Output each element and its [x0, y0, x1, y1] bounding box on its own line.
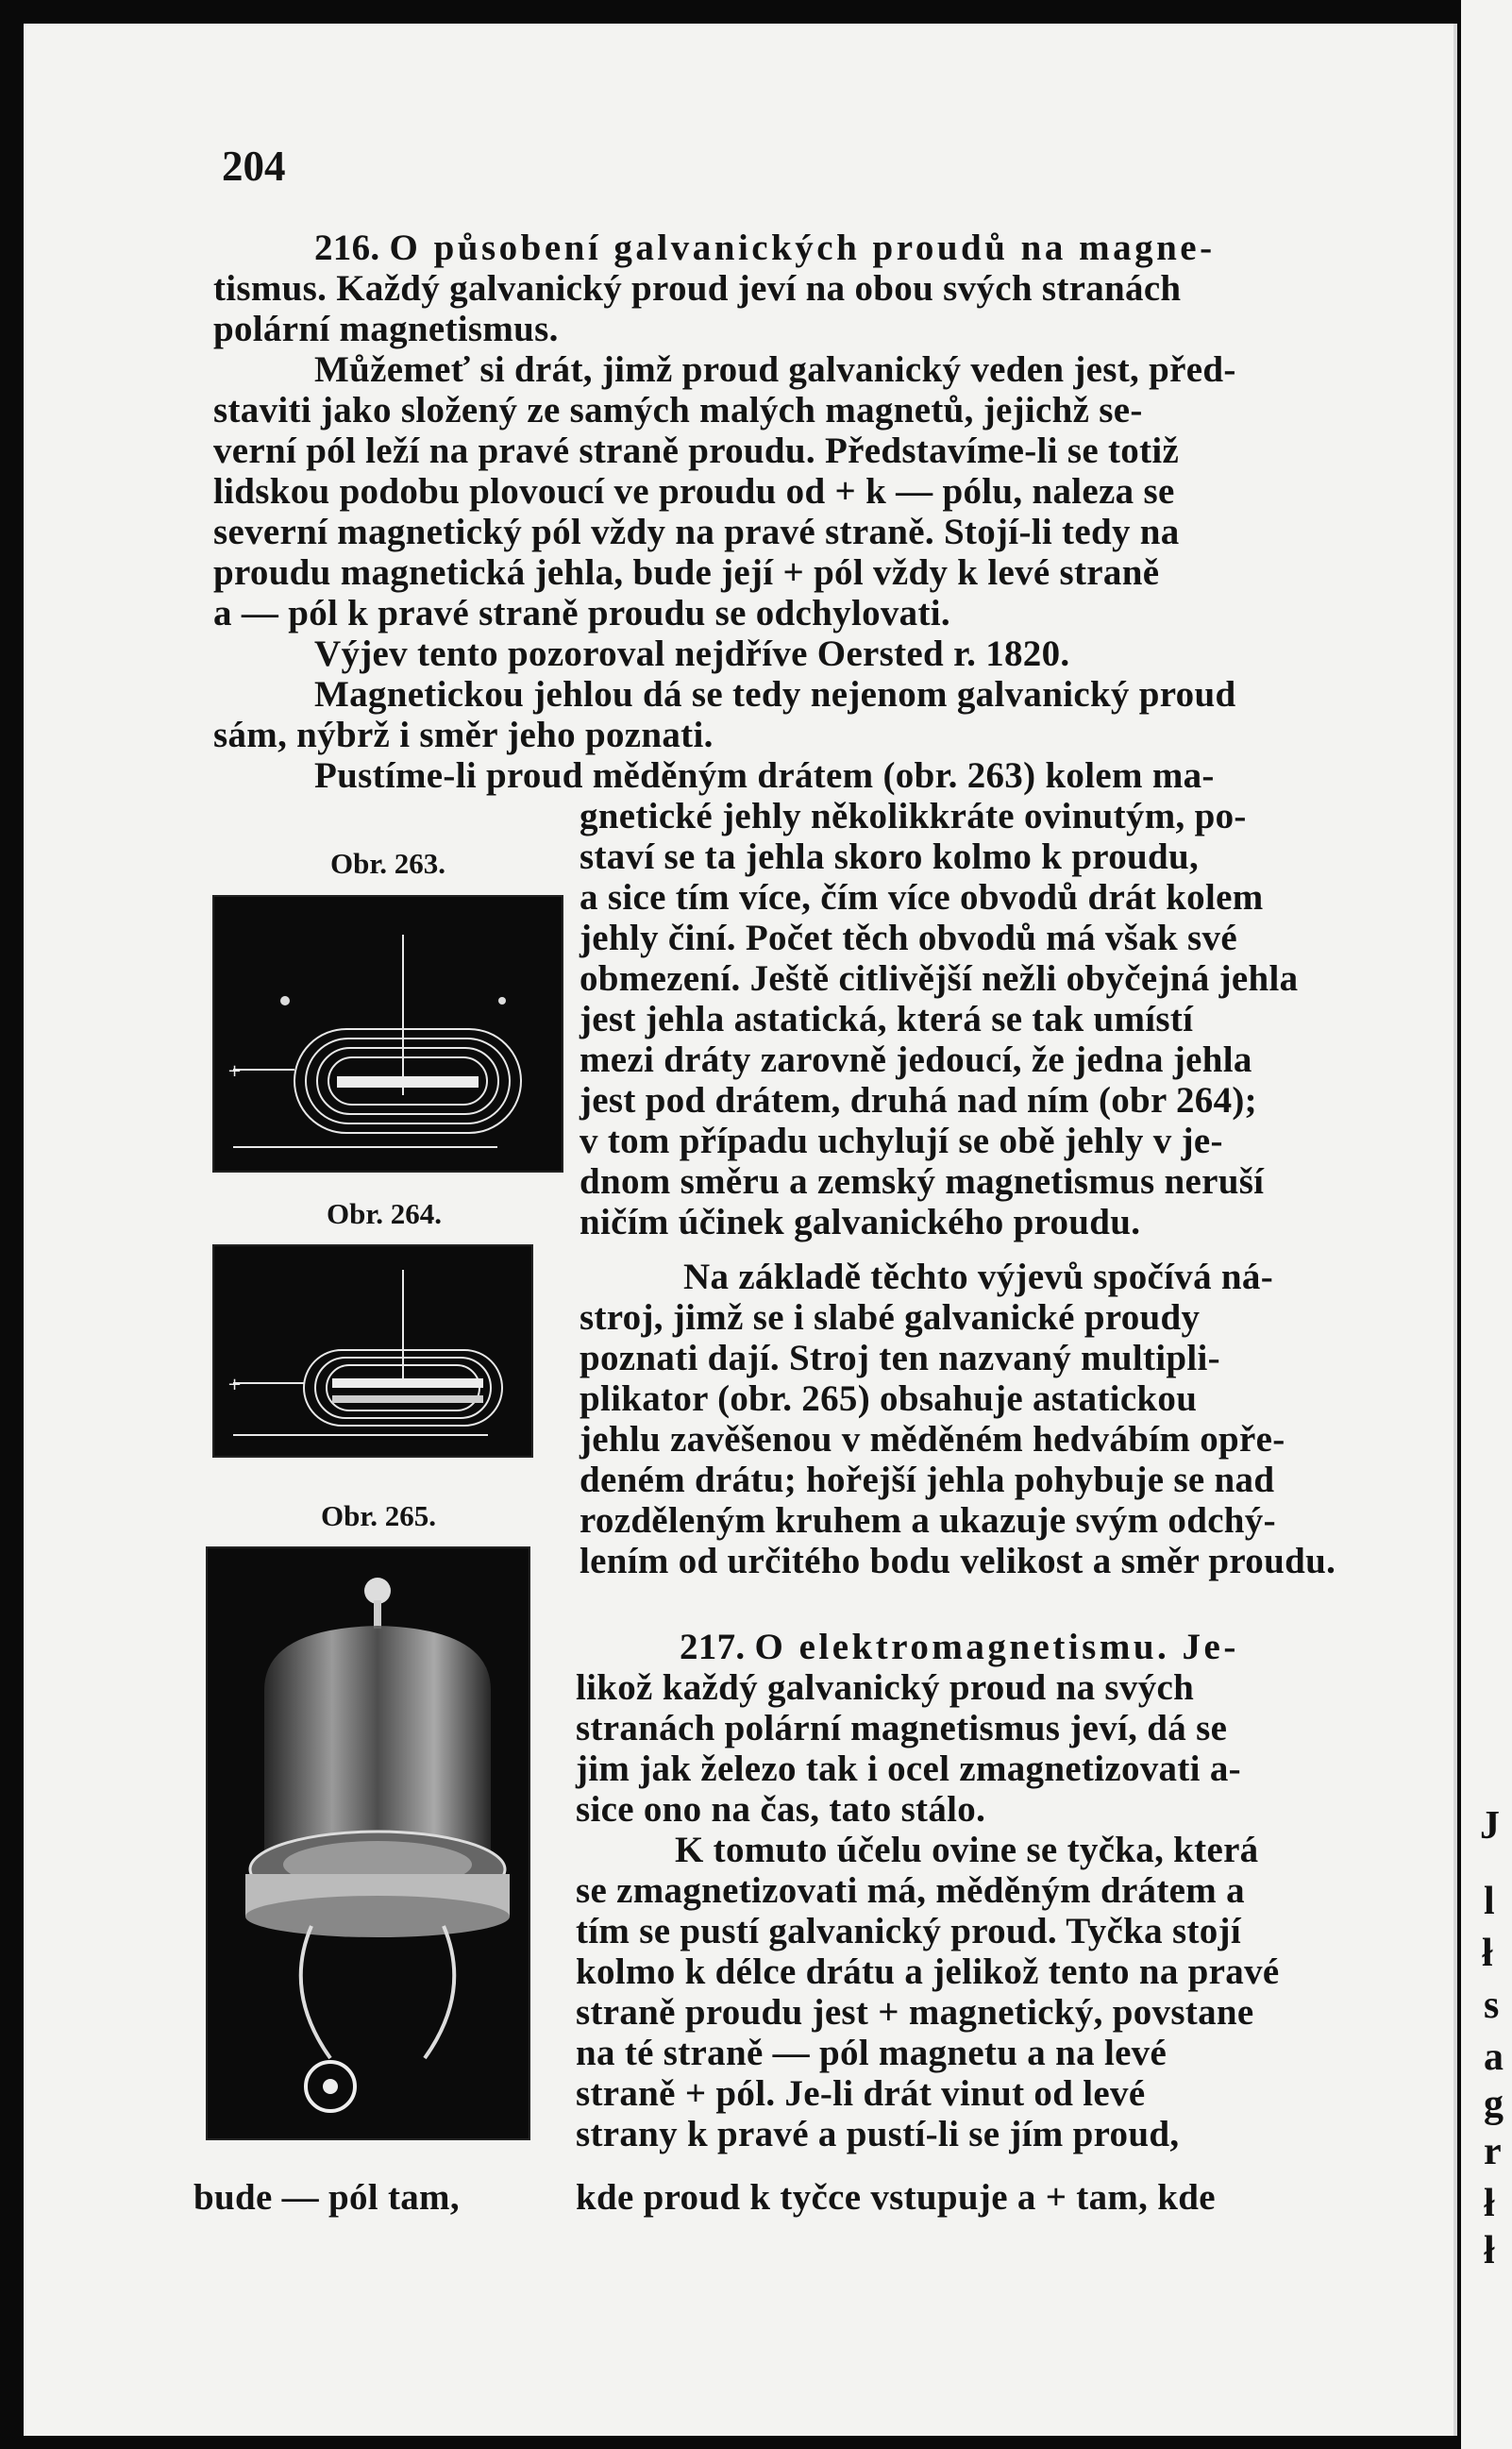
text-line: staví se ta jehla skoro kolmo k proudu, — [580, 836, 1200, 877]
section-216-heading — [314, 227, 1216, 269]
page-number: 204 — [222, 143, 286, 190]
svg-text:+: + — [227, 1061, 243, 1081]
text-line: rozděleným kruhem a ukazuje svým odchý- — [580, 1500, 1276, 1541]
text-line: se zmagnetizovati má, měděným drátem a — [576, 1870, 1245, 1911]
text-line: strany k pravé a pustí-li se jím proud, — [576, 2114, 1180, 2154]
text-line: tismus. Každý galvanický proud jeví na obou svých stranách — [213, 268, 1182, 309]
section-217-number: 217. — [680, 1627, 746, 1667]
text-line: dnom směru a zemský magnetismus neruší — [580, 1161, 1265, 1202]
text-line: tím se pustí galvanický proud. Tyčka stojí — [576, 1911, 1241, 1951]
text-line: jim jak železo tak i ocel zmagnetizovati a- — [576, 1748, 1241, 1789]
next-page-fragment: a — [1484, 2035, 1504, 2079]
figure-265-drawing — [208, 1548, 529, 2138]
text-line: a sice tím více, čím více obvodů drát kolem — [580, 877, 1264, 918]
next-page-fragment: g — [1484, 2083, 1504, 2126]
text-line: stroj, jimž se i slabé galvanické proudy — [580, 1297, 1201, 1338]
text-line: verní pól leží na pravé straně proudu. Představíme-li se totiž — [213, 431, 1180, 471]
text-line: likož každý galvanický proud na svých — [576, 1667, 1195, 1708]
next-page-fragment: J — [1480, 1804, 1500, 1848]
text-line: jehlu zavěšenou v měděném hedvábím opře- — [580, 1419, 1285, 1460]
text-line: severní magnetický pól vždy na pravé straně. Stojí-li tedy na — [213, 512, 1180, 552]
text-line: sám, nýbrž i směr jeho poznati. — [213, 715, 714, 755]
text-line: Můžemeť si drát, jimž proud galvanický veden jest, před- — [314, 349, 1236, 390]
svg-text:+: + — [227, 1375, 243, 1394]
text-line: K tomuto účelu ovine se tyčka, která — [675, 1830, 1259, 1870]
text-line: stranách polární magnetismus jeví, dá se — [576, 1708, 1228, 1748]
text-line: na té straně — pól magnetu a na levé — [576, 2033, 1168, 2073]
next-page-fragment: r — [1484, 2130, 1502, 2173]
text-line: jest jehla astatická, která se tak umístí — [580, 999, 1194, 1039]
section-216-title: O působení galvanických proudů na magne- — [389, 228, 1216, 268]
section-217-title: O elektromagnetismu. Je- — [754, 1627, 1239, 1667]
figure-264-caption: Obr. 264. — [327, 1197, 443, 1230]
next-page-fragment: ł — [1484, 2182, 1495, 2225]
figure-263-galvanometer-coil — [212, 895, 563, 1173]
text-line: sice ono na čas, tato stálo. — [576, 1789, 986, 1830]
text-line: poznati dají. Stroj ten nazvaný multipli- — [580, 1338, 1220, 1378]
text-line-left: bude — pól tam, — [193, 2177, 460, 2218]
figure-263-drawing — [214, 897, 562, 1171]
text-line: lením od určitého bodu velikost a směr proudu. — [580, 1541, 1336, 1581]
text-line: polární magnetismus. — [213, 309, 559, 349]
text-line: staviti jako složený ze samých malých magnetů, jejichž se- — [213, 390, 1143, 431]
text-line: proudu magnetická jehla, bude její + pól vždy k levé straně — [213, 552, 1160, 593]
text-line: Na základě těchto výjevů spočívá ná- — [683, 1257, 1274, 1297]
text-line: mezi dráty zarovně jedoucí, že jedna jehla — [580, 1039, 1252, 1080]
text-line: a — pól k pravé straně proudu se odchylovati. — [213, 593, 950, 633]
next-page-fragment: l — [1484, 1880, 1495, 1923]
figure-264-drawing — [214, 1246, 531, 1456]
next-page-fragment: s — [1484, 1984, 1500, 2027]
section-217-heading — [680, 1626, 1239, 1668]
text-line: Magnetickou jehlou dá se tedy nejenom galvanický proud — [314, 674, 1236, 715]
figure-263-caption: Obr. 263. — [330, 847, 446, 880]
figure-265-multiplicator — [206, 1546, 530, 2140]
text-line: plikator (obr. 265) obsahuje astatickou — [580, 1378, 1198, 1419]
figure-264-astatic-needle — [212, 1244, 533, 1458]
text-line: kde proud k tyčce vstupuje a + tam, kde — [576, 2177, 1216, 2218]
next-page-fragment: ł — [1482, 1932, 1493, 1975]
text-line: jest pod drátem, druhá nad ním (obr 264); — [580, 1080, 1257, 1121]
next-page-fragment: ł — [1484, 2229, 1495, 2272]
text-line: Výjev tento pozoroval nejdříve Oersted r. 1820. — [314, 633, 1070, 674]
text-line: straně + pól. Je-li drát vinut od levé — [576, 2073, 1146, 2114]
text-line: ničím účinek galvanického proudu. — [580, 1202, 1141, 1242]
text-line: v tom případu uchylují se obě jehly v je- — [580, 1121, 1223, 1161]
section-216-number: 216. — [314, 228, 380, 268]
text-line: kolmo k délce drátu a jelikož tento na pravé — [576, 1951, 1280, 1992]
text-line: jehly činí. Počet těch obvodů má však své — [580, 918, 1237, 958]
figure-265-caption: Obr. 265. — [321, 1499, 437, 1532]
text-line: Pustíme-li proud měděným drátem (obr. 263) kolem ma- — [314, 755, 1215, 796]
text-line: gnetické jehly několikkráte ovinutým, po- — [580, 796, 1247, 836]
text-line: lidskou podobu plovoucí ve proudu od + k — pólu, naleza se — [213, 471, 1175, 512]
text-line: obmezení. Ještě citlivější nežli obyčejná jehla — [580, 958, 1299, 999]
text-line: straně proudu jest + magnetický, povstane — [576, 1992, 1254, 2033]
text-line: deném drátu; hořejší jehla pohybuje se nad — [580, 1460, 1275, 1500]
